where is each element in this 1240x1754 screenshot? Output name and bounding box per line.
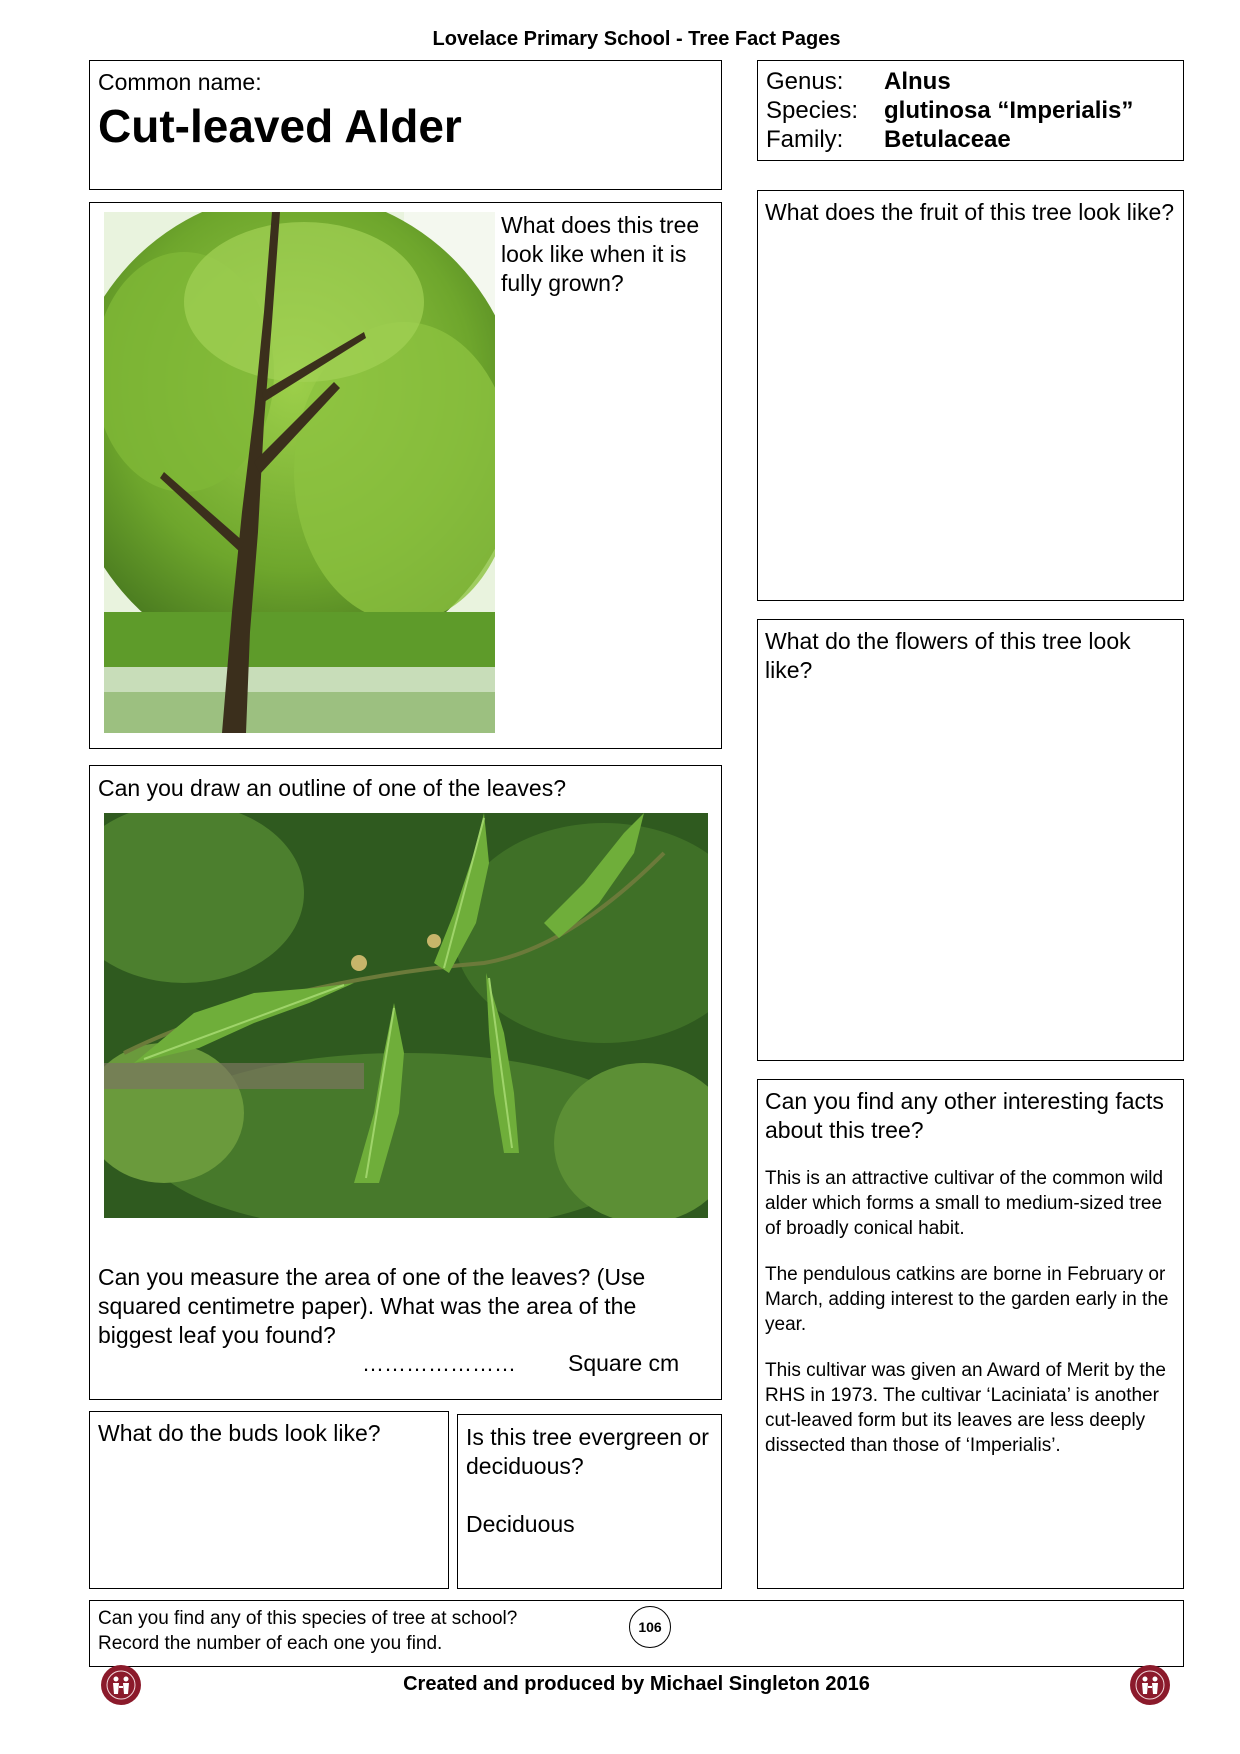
leaves-box bbox=[89, 765, 722, 1400]
evergreen-question: Is this tree evergreen or deciduous? bbox=[466, 1424, 709, 1479]
species-value: glutinosa “Imperialis” bbox=[884, 97, 1134, 124]
fully-grown-box bbox=[89, 202, 722, 749]
common-name-value: Cut-leaved Alder bbox=[98, 100, 462, 152]
taxonomy-box bbox=[757, 60, 1184, 161]
buds-box bbox=[89, 1411, 449, 1589]
genus-value: Alnus bbox=[884, 68, 951, 95]
family-row bbox=[766, 125, 1175, 154]
school-question-line2: Record the number of each one you find. bbox=[98, 1633, 443, 1654]
leaf-outline-question: Can you draw an outline of one of the leaves? bbox=[98, 775, 566, 801]
genus-row bbox=[766, 67, 1175, 96]
fruit-question: What does the fruit of this tree look like? bbox=[765, 199, 1175, 225]
fact-paragraph: This is an attractive cultivar of the common wild alder which forms a small to medium-sized tree of broadly conical habit. bbox=[765, 1168, 1164, 1239]
footer-credit: Created and produced by Michael Singleton 2016 bbox=[403, 1673, 870, 1695]
school-logo-icon bbox=[100, 1664, 142, 1706]
common-name-box bbox=[89, 60, 722, 190]
page-number-badge: 106 bbox=[629, 1606, 671, 1648]
genus-label: Genus: bbox=[766, 68, 844, 95]
fully-grown-question: What does this tree look like when it is fully grown? bbox=[501, 212, 700, 296]
page-header: Lovelace Primary School - Tree Fact Pages bbox=[432, 28, 841, 50]
facts-box bbox=[757, 1079, 1184, 1589]
flowers-box bbox=[757, 619, 1184, 1061]
fact-paragraph: The pendulous catkins are borne in February or March, adding interest to the garden early in the year. bbox=[765, 1264, 1169, 1335]
flowers-question: What do the flowers of this tree look like? bbox=[765, 628, 1131, 683]
evergreen-answer: Deciduous bbox=[466, 1511, 575, 1537]
buds-question: What do the buds look like? bbox=[98, 1420, 381, 1446]
school-logo-icon bbox=[1129, 1664, 1171, 1706]
leaf-photo bbox=[104, 813, 708, 1218]
fruit-box bbox=[757, 190, 1184, 601]
school-question-line1: Can you find any of this species of tree at school? bbox=[98, 1608, 518, 1629]
leaf-area-unit: Square cm bbox=[568, 1350, 680, 1376]
family-label: Family: bbox=[766, 126, 844, 153]
leaf-area-question: Can you measure the area of one of the leaves? (Use squared centimetre paper). What was the area of the biggest leaf you found? bbox=[98, 1264, 646, 1348]
facts-question: Can you find any other interesting facts about this tree? bbox=[765, 1088, 1164, 1143]
species-row bbox=[766, 96, 1175, 125]
leaf-area-answer-line[interactable]: ………………… bbox=[362, 1351, 516, 1376]
species-label: Species: bbox=[766, 97, 859, 124]
tree-photo bbox=[104, 212, 495, 733]
family-value: Betulaceae bbox=[884, 126, 1011, 153]
evergreen-box bbox=[457, 1414, 722, 1589]
fact-paragraph: This cultivar was given an Award of Merit by the RHS in 1973. The cultivar ‘Laciniata’ is another cut-leaved form but its leaves are less deeply dissected than those of ‘Imperialis’. bbox=[765, 1360, 1166, 1456]
common-name-label: Common name: bbox=[98, 69, 262, 95]
